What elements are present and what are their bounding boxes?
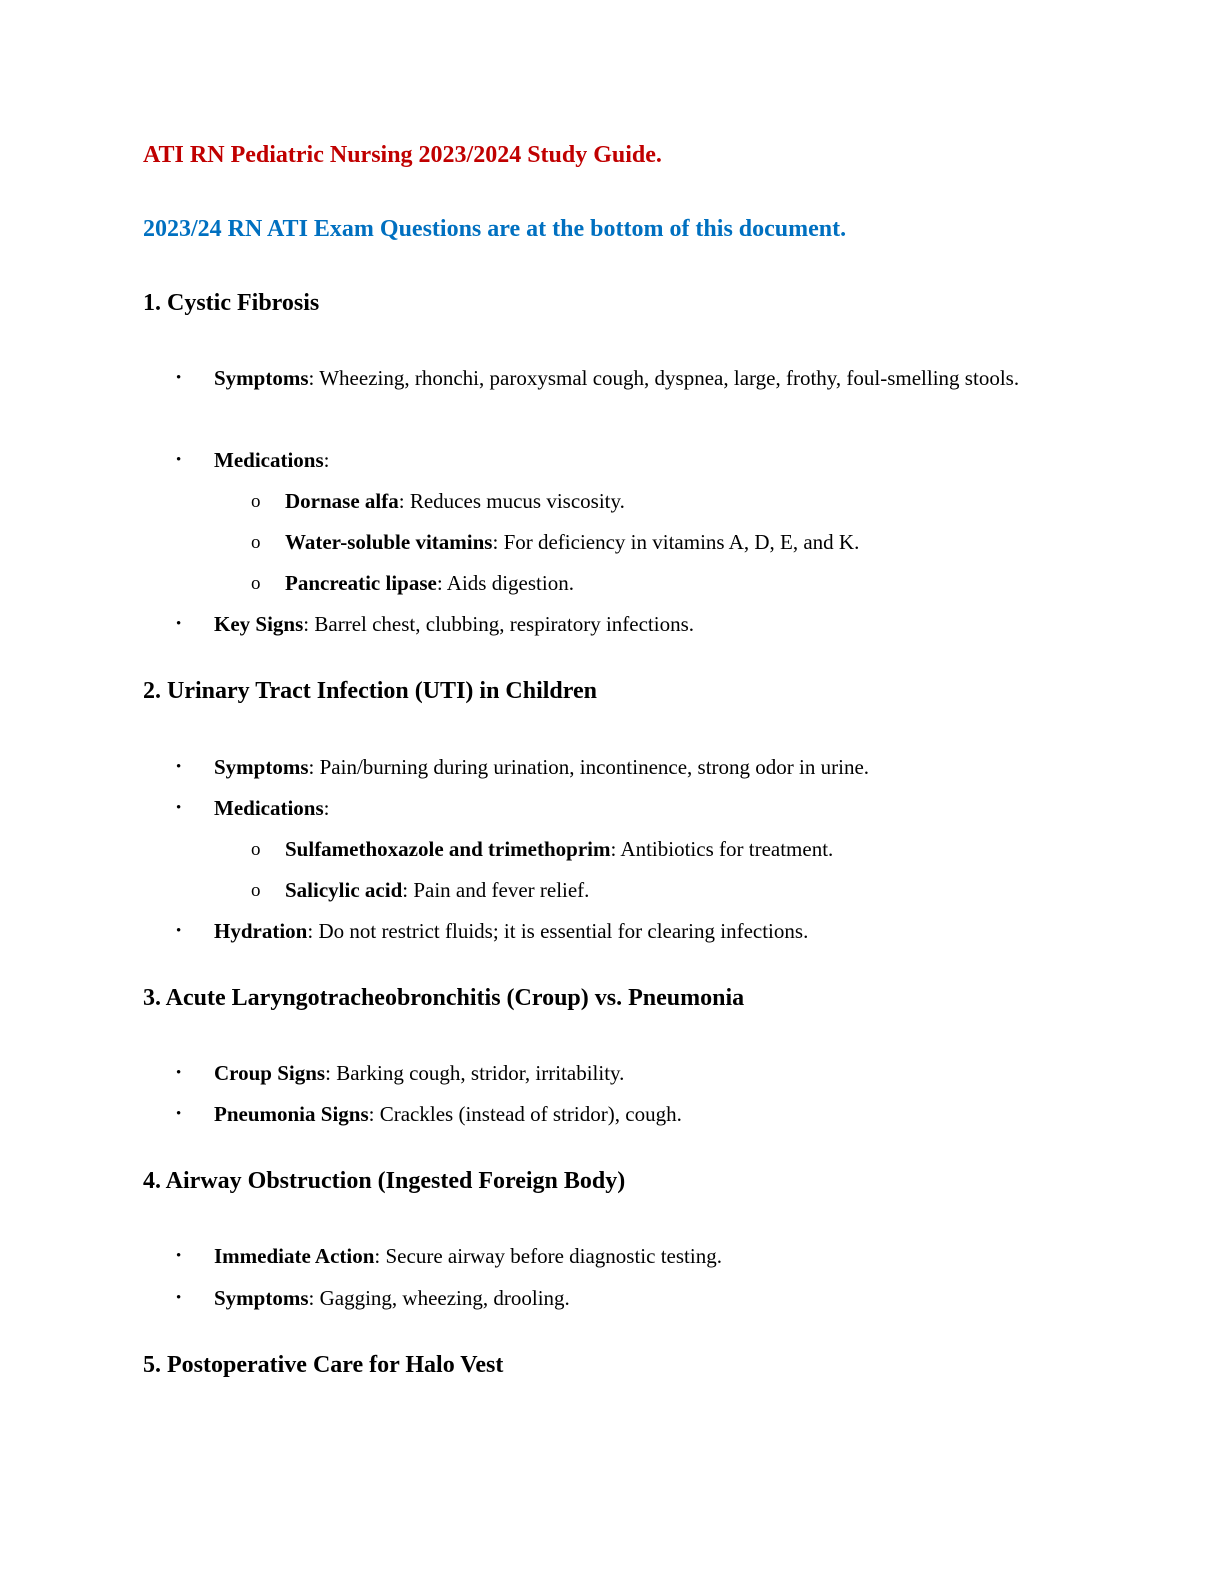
item-text: Crackles (instead of stridor), cough. (379, 1102, 682, 1126)
item-text: Gagging, wheezing, drooling. (319, 1286, 570, 1310)
section-heading-halo-vest: 5. Postoperative Care for Halo Vest (143, 1352, 504, 1378)
item-text: Secure airway before diagnostic testing. (385, 1244, 722, 1268)
bullet-icon: • (176, 370, 182, 386)
item-text: Pain and fever relief. (413, 878, 590, 902)
item-text: Antibiotics for treatment. (620, 837, 834, 861)
document-subtitle: 2023/24 RN ATI Exam Questions are at the bottom of this document. (143, 216, 847, 242)
sub-bullet-icon: o (251, 532, 261, 553)
item-text: For deficiency in vitamins A, D, E, and K. (503, 530, 860, 554)
sub-bullet-icon: o (251, 880, 261, 901)
item-label: Symptoms (214, 1286, 309, 1310)
section-heading-uti: 2. Urinary Tract Infection (UTI) in Children (143, 678, 597, 704)
bullet-icon: • (176, 923, 182, 939)
item-label: Symptoms (214, 755, 309, 779)
item-label: Immediate Action (214, 1244, 375, 1268)
sub-bullet-icon: o (251, 491, 261, 512)
item-label: Symptoms (214, 366, 309, 390)
item-text: Barrel chest, clubbing, respiratory infections. (314, 612, 695, 636)
document-page: ATI RN Pediatric Nursing 2023/2024 Study Guide. 2023/24 RN ATI Exam Questions are at the bottom of this document. 1. Cystic Fibrosis • Symptoms: Wheezing, rhonchi, paroxysmal cough, dyspnea, large, frothy, foul-smelling stools. • Medications: o Dornase alfa: Reduces mucus viscosity. o Water-soluble vitamins: For deficiency in vitamins A, D, E, and K. o Pancreatic lipase: Aids digestion. • Key Signs: Barrel chest, clubbing, respiratory infections. 2. Urinary Tract Infection (UTI) in Children • Symptoms: Pain/burning during urination, incontinence, strong odor in urine. • Medications: o Sulfamethoxazole and trimethoprim: Antibiotics for treatment. o Salicylic acid: Pain and fever relief. • Hydration: Do not restrict fluids; it is essential for clearing infections. 3. Acute Laryngotracheobronchitis (Croup) vs. Pneumonia • Croup Signs: Barking cough, stridor, irritability. • Pneumonia Signs: Crackles (instead of stridor), cough. 4. Airway Obstruction (Ingested Foreign Body) • Immediate Action: Secure airway before diagnostic testing. • Symptoms: Gagging, wheezing, drooling. 5. Postoperative Care for Halo Vest (143, 142, 1020, 1378)
item-text: Pain/burning during urination, incontinence, strong odor in urine. (319, 755, 870, 779)
item-text: Reduces mucus viscosity. (409, 489, 625, 513)
sub-bullet-icon: o (251, 573, 261, 594)
item-text: Aids digestion. (446, 571, 574, 595)
bullet-icon: • (176, 616, 182, 632)
bullet-icon: • (176, 452, 182, 468)
item-label: Sulfamethoxazole and trimethoprim (285, 837, 611, 861)
item-label: Medications (214, 448, 324, 472)
bullet-icon: • (176, 1248, 182, 1264)
item-label: Hydration (214, 919, 308, 943)
item-label: Dornase alfa (285, 489, 399, 513)
bullet-icon: • (176, 1065, 182, 1081)
bullet-icon: • (176, 800, 182, 816)
bullet-icon: • (176, 1106, 182, 1122)
item-label: Key Signs (214, 612, 304, 636)
item-label: Salicylic acid (285, 878, 403, 902)
bullet-icon: • (176, 1290, 182, 1306)
item-label: Croup Signs (214, 1061, 326, 1085)
item-label: Medications (214, 796, 324, 820)
item-text: Do not restrict fluids; it is essential for clearing infections. (318, 919, 809, 943)
bullet-icon: • (176, 759, 182, 775)
item-label: Pancreatic lipase (285, 571, 437, 595)
document-title: ATI RN Pediatric Nursing 2023/2024 Study Guide. (143, 142, 662, 168)
item-label: Pneumonia Signs (214, 1102, 369, 1126)
section-heading-airway-obstruction: 4. Airway Obstruction (Ingested Foreign Body) (143, 1168, 626, 1194)
item-label: Water-soluble vitamins (285, 530, 493, 554)
item-text: Barking cough, stridor, irritability. (336, 1061, 625, 1085)
section-heading-cystic-fibrosis: 1. Cystic Fibrosis (143, 290, 320, 316)
section-heading-croup-vs-pneumonia: 3. Acute Laryngotracheobronchitis (Croup) vs. Pneumonia (143, 985, 745, 1011)
item-text: Wheezing, rhonchi, paroxysmal cough, dyspnea, large, frothy, foul-smelling stools. (319, 366, 1020, 390)
sub-bullet-icon: o (251, 839, 261, 860)
